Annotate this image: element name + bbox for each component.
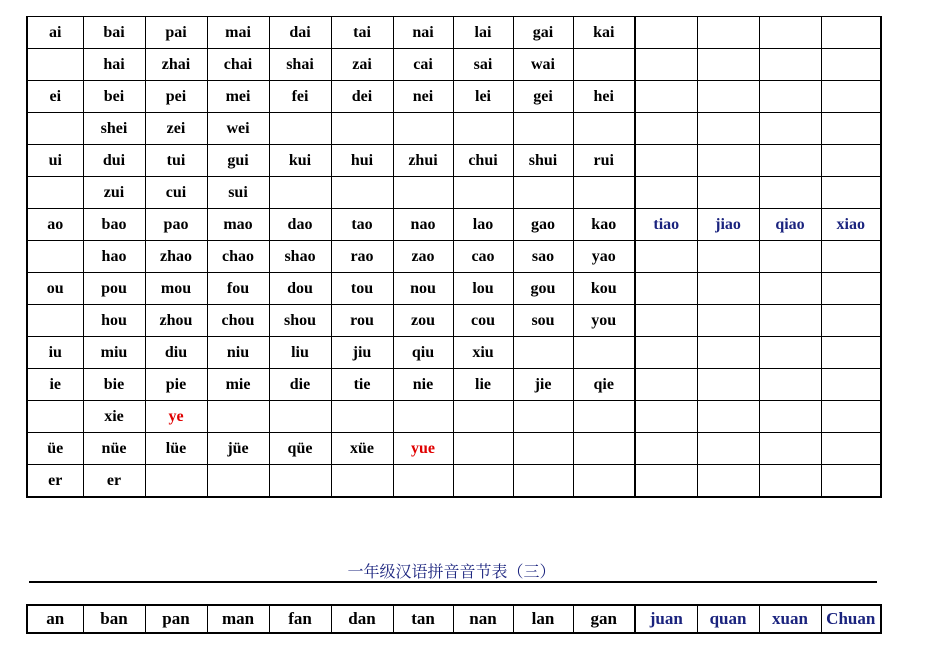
syllable-cell [27, 49, 83, 81]
syllable-cell: tan [393, 605, 453, 633]
syllable-cell [821, 465, 881, 498]
syllable-cell: lao [453, 209, 513, 241]
syllable-cell [393, 177, 453, 209]
syllable-cell: dao [269, 209, 331, 241]
syllable-cell: man [207, 605, 269, 633]
syllable-cell: pou [83, 273, 145, 305]
syllable-cell [759, 465, 821, 498]
syllable-cell: mie [207, 369, 269, 401]
syllable-cell: kai [573, 17, 635, 49]
syllable-cell: zhai [145, 49, 207, 81]
syllable-cell: mao [207, 209, 269, 241]
syllable-cell: miu [83, 337, 145, 369]
syllable-cell: kao [573, 209, 635, 241]
syllable-cell [331, 401, 393, 433]
syllable-cell: mei [207, 81, 269, 113]
syllable-cell: nüe [83, 433, 145, 465]
syllable-cell [759, 177, 821, 209]
syllable-cell [697, 49, 759, 81]
syllable-cell [821, 241, 881, 273]
syllable-cell: er [83, 465, 145, 498]
syllable-cell [573, 49, 635, 81]
syllable-cell: niu [207, 337, 269, 369]
syllable-cell [759, 17, 821, 49]
syllable-cell: fan [269, 605, 331, 633]
syllable-cell: dan [331, 605, 393, 633]
syllable-cell [697, 17, 759, 49]
syllable-cell: pai [145, 17, 207, 49]
syllable-cell [513, 337, 573, 369]
syllable-cell: zai [331, 49, 393, 81]
syllable-cell: gai [513, 17, 573, 49]
syllable-cell [821, 81, 881, 113]
syllable-cell: zhou [145, 305, 207, 337]
syllable-cell: diu [145, 337, 207, 369]
syllable-cell: qüe [269, 433, 331, 465]
syllable-cell: Chuan [821, 605, 881, 633]
syllable-cell [269, 113, 331, 145]
syllable-cell: hai [83, 49, 145, 81]
syllable-cell: fei [269, 81, 331, 113]
syllable-cell: hui [331, 145, 393, 177]
syllable-cell [513, 401, 573, 433]
syllable-cell: die [269, 369, 331, 401]
syllable-cell [759, 49, 821, 81]
syllable-cell [573, 433, 635, 465]
syllable-cell [635, 305, 697, 337]
syllable-cell: ie [27, 369, 83, 401]
syllable-cell: wei [207, 113, 269, 145]
syllable-cell [453, 113, 513, 145]
syllable-cell: chao [207, 241, 269, 273]
syllable-cell: ui [27, 145, 83, 177]
syllable-cell: chou [207, 305, 269, 337]
syllable-cell [331, 465, 393, 498]
syllable-cell: cao [453, 241, 513, 273]
syllable-row [27, 113, 881, 145]
syllable-cell [759, 433, 821, 465]
syllable-cell: juan [635, 605, 697, 633]
syllable-cell: jüe [207, 433, 269, 465]
syllable-row [27, 305, 881, 337]
syllable-cell: hei [573, 81, 635, 113]
syllable-cell [821, 369, 881, 401]
syllable-cell [697, 241, 759, 273]
syllable-cell: zhao [145, 241, 207, 273]
syllable-cell: ban [83, 605, 145, 633]
syllable-cell: er [27, 465, 83, 498]
syllable-cell [573, 465, 635, 498]
syllable-row [27, 337, 881, 369]
syllable-cell [393, 113, 453, 145]
syllable-cell: cou [453, 305, 513, 337]
syllable-cell: bai [83, 17, 145, 49]
title-underline [29, 581, 877, 583]
syllable-cell: nou [393, 273, 453, 305]
syllable-cell: shou [269, 305, 331, 337]
syllable-cell [145, 465, 207, 498]
syllable-row [27, 209, 881, 241]
syllable-cell: lie [453, 369, 513, 401]
syllable-table-top [26, 16, 882, 498]
syllable-cell [635, 369, 697, 401]
syllable-cell [207, 465, 269, 498]
syllable-cell [513, 177, 573, 209]
syllable-row [27, 17, 881, 49]
syllable-cell [759, 113, 821, 145]
syllable-cell: jie [513, 369, 573, 401]
syllable-cell: lai [453, 17, 513, 49]
syllable-cell [573, 337, 635, 369]
syllable-cell [27, 401, 83, 433]
syllable-cell [635, 465, 697, 498]
syllable-cell: iu [27, 337, 83, 369]
syllable-cell: tou [331, 273, 393, 305]
syllable-cell: gan [573, 605, 635, 633]
syllable-cell [697, 81, 759, 113]
syllable-cell [697, 465, 759, 498]
syllable-cell [635, 273, 697, 305]
syllable-cell [207, 401, 269, 433]
syllable-cell [635, 337, 697, 369]
syllable-cell [697, 433, 759, 465]
syllable-cell: qie [573, 369, 635, 401]
syllable-cell: kui [269, 145, 331, 177]
syllable-cell: quan [697, 605, 759, 633]
syllable-cell [821, 113, 881, 145]
syllable-cell: tai [331, 17, 393, 49]
syllable-cell: jiu [331, 337, 393, 369]
syllable-cell [635, 145, 697, 177]
syllable-row [27, 369, 881, 401]
syllable-cell: yao [573, 241, 635, 273]
syllable-cell [759, 401, 821, 433]
syllable-row [27, 273, 881, 305]
syllable-cell [393, 401, 453, 433]
syllable-cell: xiu [453, 337, 513, 369]
syllable-cell: an [27, 605, 83, 633]
syllable-cell [759, 369, 821, 401]
syllable-cell: cui [145, 177, 207, 209]
syllable-cell: kou [573, 273, 635, 305]
syllable-cell: dui [83, 145, 145, 177]
syllable-cell: xie [83, 401, 145, 433]
syllable-cell [821, 337, 881, 369]
syllable-row [27, 401, 881, 433]
syllable-cell [573, 177, 635, 209]
syllable-cell: wai [513, 49, 573, 81]
syllable-cell: dai [269, 17, 331, 49]
syllable-cell [453, 177, 513, 209]
syllable-cell: ou [27, 273, 83, 305]
syllable-table-bottom [26, 604, 882, 634]
syllable-cell: hao [83, 241, 145, 273]
syllable-cell [513, 113, 573, 145]
syllable-cell [269, 177, 331, 209]
syllable-cell: pao [145, 209, 207, 241]
syllable-cell [759, 145, 821, 177]
syllable-cell [453, 401, 513, 433]
syllable-row [27, 465, 881, 498]
syllable-cell [759, 305, 821, 337]
syllable-row [27, 433, 881, 465]
syllable-cell: fou [207, 273, 269, 305]
syllable-cell [697, 369, 759, 401]
syllable-cell [27, 113, 83, 145]
syllable-cell [821, 49, 881, 81]
syllable-cell [573, 113, 635, 145]
syllable-cell [635, 177, 697, 209]
syllable-cell [697, 113, 759, 145]
syllable-cell: lüe [145, 433, 207, 465]
syllable-cell: cai [393, 49, 453, 81]
syllable-cell [759, 337, 821, 369]
syllable-cell [759, 273, 821, 305]
syllable-cell: sui [207, 177, 269, 209]
syllable-cell: xuan [759, 605, 821, 633]
syllable-cell [821, 177, 881, 209]
syllable-cell: you [573, 305, 635, 337]
syllable-cell: tiao [635, 209, 697, 241]
syllable-cell [453, 465, 513, 498]
syllable-cell: xüe [331, 433, 393, 465]
syllable-cell [331, 113, 393, 145]
syllable-cell: liu [269, 337, 331, 369]
syllable-cell: xiao [821, 209, 881, 241]
syllable-cell: bei [83, 81, 145, 113]
syllable-cell: rao [331, 241, 393, 273]
syllable-cell: shao [269, 241, 331, 273]
syllable-cell [821, 145, 881, 177]
syllable-cell: zao [393, 241, 453, 273]
syllable-cell [635, 17, 697, 49]
syllable-cell: tao [331, 209, 393, 241]
syllable-cell [27, 305, 83, 337]
section-title: 一年级汉语拼音音节表（三） [347, 562, 556, 581]
syllable-cell: chai [207, 49, 269, 81]
syllable-row [27, 81, 881, 113]
syllable-cell: rui [573, 145, 635, 177]
syllable-cell [697, 337, 759, 369]
syllable-cell: shui [513, 145, 573, 177]
syllable-cell [269, 401, 331, 433]
syllable-cell [821, 305, 881, 337]
syllable-cell [697, 177, 759, 209]
syllable-cell: lan [513, 605, 573, 633]
syllable-cell: gao [513, 209, 573, 241]
syllable-cell [27, 177, 83, 209]
syllable-cell [759, 81, 821, 113]
syllable-cell: sou [513, 305, 573, 337]
syllable-cell [573, 401, 635, 433]
syllable-row [27, 49, 881, 81]
syllable-cell: ao [27, 209, 83, 241]
syllable-cell: üe [27, 433, 83, 465]
syllable-cell [821, 273, 881, 305]
syllable-cell [513, 433, 573, 465]
syllable-cell: tui [145, 145, 207, 177]
syllable-cell: gei [513, 81, 573, 113]
syllable-cell [635, 113, 697, 145]
syllable-cell [821, 17, 881, 49]
syllable-cell: qiu [393, 337, 453, 369]
syllable-cell: lou [453, 273, 513, 305]
syllable-cell [635, 81, 697, 113]
syllable-cell: pie [145, 369, 207, 401]
syllable-cell: nie [393, 369, 453, 401]
syllable-cell: zou [393, 305, 453, 337]
syllable-cell: sao [513, 241, 573, 273]
syllable-cell [697, 273, 759, 305]
syllable-cell: bao [83, 209, 145, 241]
syllable-cell: zhui [393, 145, 453, 177]
syllable-cell: dei [331, 81, 393, 113]
syllable-cell [453, 433, 513, 465]
syllable-cell: lei [453, 81, 513, 113]
syllable-cell: zui [83, 177, 145, 209]
syllable-cell: shai [269, 49, 331, 81]
syllable-cell: tie [331, 369, 393, 401]
syllable-cell: gui [207, 145, 269, 177]
syllable-row [27, 177, 881, 209]
syllable-cell: zei [145, 113, 207, 145]
syllable-cell: ai [27, 17, 83, 49]
syllable-cell [697, 305, 759, 337]
syllable-cell: nao [393, 209, 453, 241]
syllable-cell: sai [453, 49, 513, 81]
syllable-cell: rou [331, 305, 393, 337]
syllable-cell: shei [83, 113, 145, 145]
syllable-cell [635, 241, 697, 273]
syllable-cell: yue [393, 433, 453, 465]
syllable-cell [635, 401, 697, 433]
syllable-cell: jiao [697, 209, 759, 241]
syllable-cell: chui [453, 145, 513, 177]
syllable-cell [635, 49, 697, 81]
syllable-cell: bie [83, 369, 145, 401]
syllable-cell [697, 145, 759, 177]
syllable-cell [27, 241, 83, 273]
syllable-cell: qiao [759, 209, 821, 241]
syllable-cell: pei [145, 81, 207, 113]
syllable-row [27, 605, 881, 633]
syllable-cell: nei [393, 81, 453, 113]
syllable-row [27, 241, 881, 273]
syllable-cell: ye [145, 401, 207, 433]
syllable-cell: gou [513, 273, 573, 305]
syllable-cell [697, 401, 759, 433]
syllable-cell: dou [269, 273, 331, 305]
syllable-cell [331, 177, 393, 209]
syllable-cell: nai [393, 17, 453, 49]
syllable-cell: nan [453, 605, 513, 633]
syllable-cell: mai [207, 17, 269, 49]
syllable-cell [821, 433, 881, 465]
syllable-cell [821, 401, 881, 433]
syllable-row [27, 145, 881, 177]
syllable-cell: hou [83, 305, 145, 337]
syllable-cell [513, 465, 573, 498]
syllable-cell: ei [27, 81, 83, 113]
syllable-cell: mou [145, 273, 207, 305]
syllable-cell: pan [145, 605, 207, 633]
syllable-cell [269, 465, 331, 498]
syllable-cell [393, 465, 453, 498]
syllable-cell [635, 433, 697, 465]
syllable-cell [759, 241, 821, 273]
